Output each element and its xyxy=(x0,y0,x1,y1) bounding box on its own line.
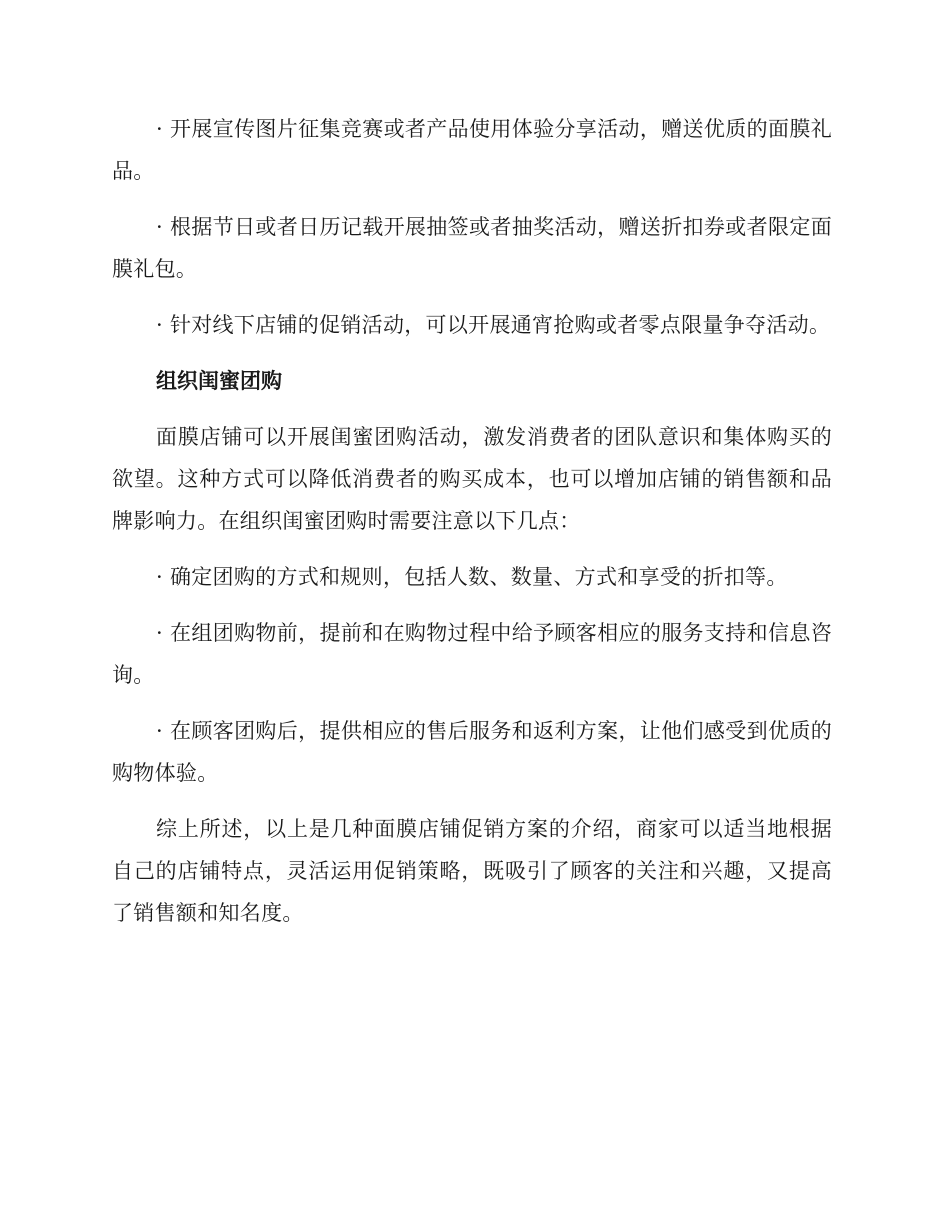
bullet-paragraph-holiday-lottery: · 根据节日或者日历记载开展抽签或者抽奖活动，赠送折扣券或者限定面膜礼包。 xyxy=(112,215,832,281)
bullet-paragraph-offline-flash-sale: · 针对线下店铺的促销活动，可以开展通宵抢购或者零点限量争夺活动。 xyxy=(156,313,831,337)
bullet-paragraph-photo-contest: · 开展宣传图片征集竞赛或者产品使用体验分享活动，赠送优质的面膜礼品。 xyxy=(112,117,832,183)
bullet-paragraph-service-support: · 在组团购物前，提前和在购物过程中给予顾客相应的服务支持和信息咨询。 xyxy=(112,621,832,687)
body-paragraph-conclusion: 综上所述，以上是几种面膜店铺促销方案的介绍，商家可以适当地根据自己的店铺特点，灵活运用促销策略，既吸引了顾客的关注和兴趣，又提高了销售额和知名度。 xyxy=(112,817,832,925)
bullet-paragraph-after-sales: · 在顾客团购后，提供相应的售后服务和返利方案，让他们感受到优质的购物体验。 xyxy=(112,719,832,785)
body-paragraph-group-buying-intro: 面膜店铺可以开展闺蜜团购活动，激发消费者的团队意识和集体购买的欲望。这种方式可以降低消费者的购买成本，也可以增加店铺的销售额和品牌影响力。在组织闺蜜团购时需要注意以下几点： xyxy=(112,425,832,533)
section-heading-group-buying: 组织闺蜜团购 xyxy=(156,369,282,393)
document-page xyxy=(112,108,832,948)
bullet-paragraph-group-rules: · 确定团购的方式和规则，包括人数、数量、方式和享受的折扣等。 xyxy=(156,565,788,589)
